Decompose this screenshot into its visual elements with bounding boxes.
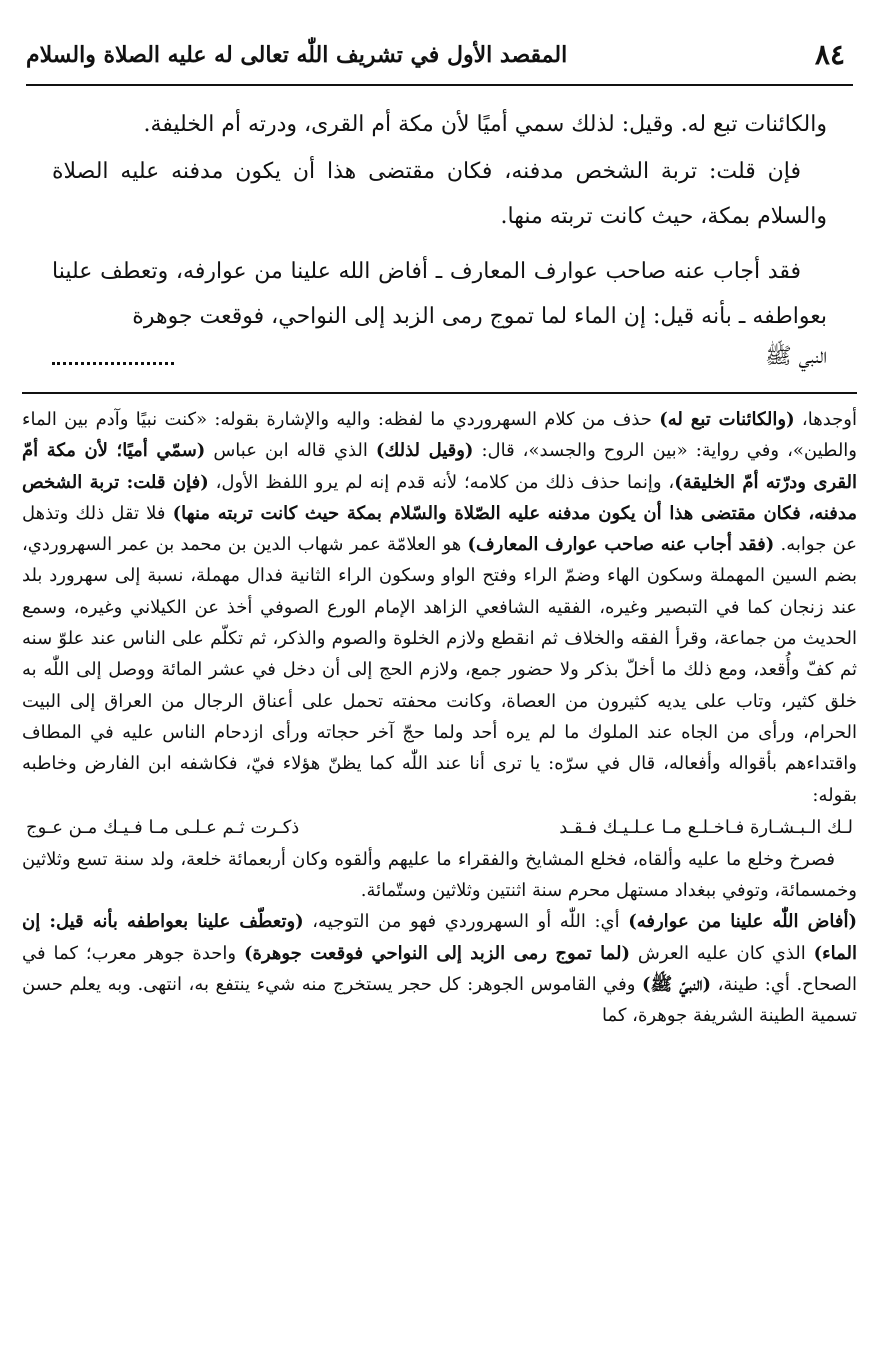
page-number: ٨٤ — [814, 38, 845, 71]
main-text-tail: النبي ﷺ — [765, 344, 827, 369]
commentary-paragraph-3 — [22, 906, 857, 1031]
quoted-text: (وتعطّف علينا بعواطفه بأنه قيل: إن الماء) — [22, 911, 857, 964]
main-paragraph-2: فإن قلت: تربة الشخص مدفنه، فكان مقتضى هذا أن يكون مدفنه عليه الصلاة والسلام بمكة، حيث كانت تربته منها. — [52, 159, 827, 229]
verse-first-hemistich: لـك الـبـشـارة فـاخـلـع مـا عـلـيـك فـقـد — [559, 816, 853, 838]
running-title: المقصد الأول في تشريف اللّٰه تعالى له عليه الصلاة والسلام — [26, 42, 568, 68]
poem-verse — [22, 811, 857, 844]
text: فلا تقل ذلك وتذهل عن جوابه. — [22, 502, 858, 556]
quoted-text: (والكائنات تبع له) — [659, 409, 795, 430]
text: حذف من كلام السهروردي ما لفظه: واليه والإشارة بقوله: «كنت نبيًا وآدم بين الماء والطين»، وفي رواية: «بين الروح والجسد»، قال: — [22, 409, 857, 462]
text: الذي قاله ابن عباس — [205, 440, 376, 462]
page-header — [26, 36, 853, 80]
main-paragraph-1: والكائنات تبع له. وقيل: لذلك سمي أميًا لأن مكة أم القرى، ودرته أم الخليفة. — [143, 112, 827, 137]
commentary — [22, 404, 857, 1032]
quoted-text: (فإن قلت: تربة الشخص مدفنه، فكان مقتضى هذا أن يكون مدفنه عليه الصّلاة والسّلام بمكة حيث كانت تربته منها) — [22, 471, 857, 524]
quoted-text: (لما تموج رمى الزبد إلى النواحي فوقعت جوهرة) — [244, 942, 631, 964]
quoted-text: (أفاض اللّٰه علينا من عوارفه) — [628, 911, 857, 933]
commentary-paragraph-1 — [22, 404, 857, 811]
commentary-paragraph-2: فصرخ وخلع ما عليه وألقاه، فخلع المشايخ والفقراء ما عليهم وألقوه وكان أربعمائة خلعة، ولد سنة تسع وثلاثين وخمسمائة، وتوفي ببغداد مستهل محرم سنة اثنتين وثلاثين وستّمائة. — [22, 848, 857, 902]
text: أوجدها، — [794, 409, 857, 430]
quoted-text: (فقد أجاب عنه صاحب عوارف المعارف) — [467, 534, 775, 556]
commentary-rule — [22, 392, 857, 394]
dotted-separator — [52, 362, 174, 365]
text: أي: اللّٰه أو السهروردي فهو من التوجيه، — [303, 911, 629, 933]
text: هو العلامّة عمر شهاب الدين بن محمد بن عمر السهروردي، بضم السين المهملة وسكون الهاء وضمّ الراء وفتح الواو وسكون الراء الثانية فدال مهملة، نسبة إلى سهرورد بلد عند زنجان كما في التبصير وغيره، الفقيه الشافعي الزاهد الإمام الورع الصوفي أخذ عن الكيلاني وغيره، وسمع الحديث من جماعة، وقرأ الفقه والخلاف ثم انقطع ولازم الخلوة والصوم والذكر، ثم تكلّم على الناس عند علوّ سنه ثم كفّ وأُقعد، ومع ذلك ما أخلّ بذكر ولا حضور جمع، ولازم الحج إلى أن دخل في عشر المائة ووصل إلى اللّٰه به خلق كثير، وتاب على يديه كثيرون من العصاة، وكانت محفته تحمل على أعناق الرجال من العراق إلى البيت الحرام، ورأى من الجاه عند الملوك ما لم يره أحد ولما حجّ آخر حجاته ورأى ازدحام الناس عليه في المطاف واقتداءهم بأقواله وأفعاله، قال في سرّه: يا ترى أنا عند اللّٰه كما يظنّ هؤلاء فيّ، فكاشفه ابن الفارض وخاطبه بقوله: — [22, 534, 857, 806]
quoted-text: (النبيّ ﷺ) — [641, 974, 712, 996]
main-text — [52, 102, 827, 339]
header-rule — [26, 84, 853, 86]
text: الذي كان عليه العرش — [630, 942, 814, 964]
main-paragraph-3: فقد أجاب عنه صاحب عوارف المعارف ـ أفاض الله علينا من عوارفه، وتعطف علينا بعواطفه ـ بأنه قيل: إن الماء لما تموج رمى الزبد إلى النواحي، فوقعت جوهرة — [52, 259, 827, 329]
text: ، وإنما حذف ذلك من كلامه؛ لأنه قدم إنه لم يرو اللفظ الأول، — [208, 471, 675, 493]
text: وفي القاموس الجوهر: كل حجر يستخرج منه شيء ينتفع به، انتهى. وبه يعلم حسن تسمية الطينة الشريفة جوهرة، كما — [22, 974, 857, 1027]
quoted-text: (سمّي أميًا؛ لأن مكة أمّ القرى ودرّته أمّ الخليقة) — [22, 440, 857, 493]
verse-second-hemistich: ذكـرت ثـم عـلـى مـا فـيـك مـن عـوج — [26, 816, 300, 838]
text: واحدة جوهر معرب؛ كما في الصحاح. أي: طينة، — [22, 942, 857, 996]
quoted-text: (وقيل لذلك) — [375, 440, 474, 462]
